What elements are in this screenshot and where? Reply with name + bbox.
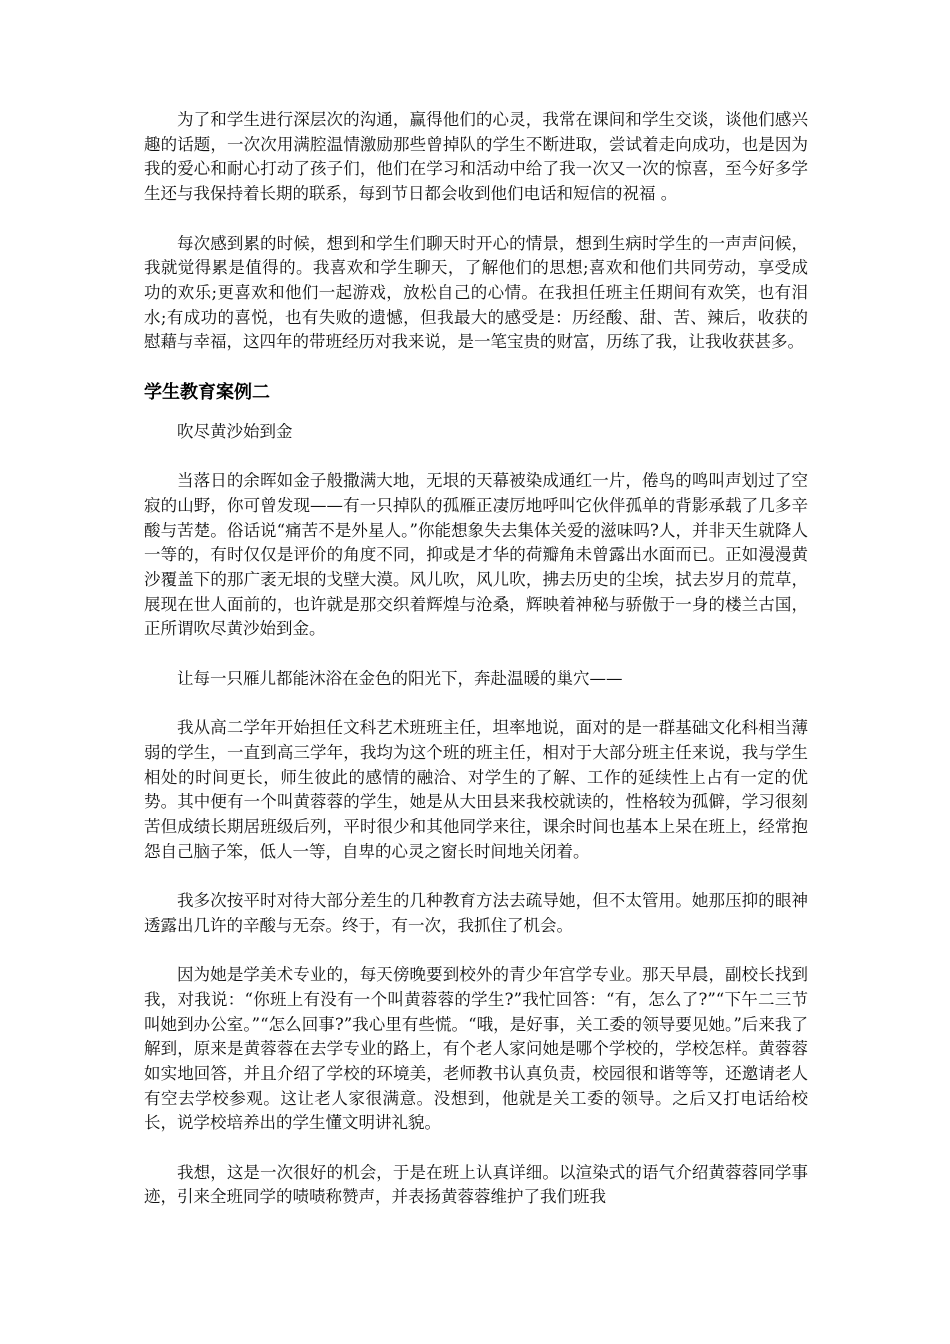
document-page [144, 108, 808, 1210]
body-paragraph: 每次感到累的时候，想到和学生们聊天时开心的情景，想到生病时学生的一声声问候，我就觉得累是值得的。我喜欢和学生聊天，了解他们的思想;喜欢和他们共同劳动，享受成功的欢乐;更喜欢和他们一起游戏，放松自己的心情。在我担任班主任期间有欢笑，也有泪水;有成功的喜悦，也有失败的遗憾，但我最大的感受是：历经酸、甜、苦、辣后，收获的慰藉与幸福，这四年的带班经历对我来说，是一笔宝贵的财富，历练了我，让我收获甚多。 [144, 233, 808, 352]
body-paragraph: 我想，这是一次很好的机会，于是在班上认真详细。以渲染式的语气介绍黄蓉蓉同学事迹，引来全班同学的啧啧称赞声，并表扬黄蓉蓉维护了我们班我 [144, 1162, 808, 1207]
body-paragraph: 让每一只雁儿都能沐浴在金色的阳光下，奔赴温暖的巢穴—— [177, 668, 623, 688]
subtitle-line: 吹尽黄沙始到金 [177, 421, 293, 441]
body-paragraph: 我从高二学年开始担任文科艺术班班主任，坦率地说，面对的是一群基础文化科相当薄弱的学生，一直到高三学年，我均为这个班的班主任，相对于大部分班主任来说，我与学生相处的时间更长，师生彼此的感情的融洽、对学生的了解、工作的延续性上占有一定的优势。其中便有一个叫黄蓉蓉的学生，她是从大田县来我校就读的，性格较为孤僻，学习很刻苦但成绩长期居班级后列，平时很少和其他同学来往，课余时间也基本上呆在班上，经常抱怨自己脑子笨，低人一等，自卑的心灵之窗长时间地关闭着。 [144, 718, 808, 861]
body-paragraph: 因为她是学美术专业的，每天傍晚要到校外的青少年宫学专业。那天早晨，副校长找到我，对我说：“你班上有没有一个叫黄蓉蓉的学生?”我忙回答：“有，怎么了?”“下午二三节叫她到办公室。”“怎么回事?”我心里有些慌。“哦，是好事，关工委的领导要见她。”后来我了解到，原来是黄蓉蓉在去学专业的路上，有个老人家问她是哪个学校的，学校怎样。黄蓉蓉如实地回答，并且介绍了学校的环境美，老师教书认真负责，校园很和谐等等，还邀请老人有空去学校参观。这让老人家很满意。没想到，他就是关工委的领导。之后又打电话给校长，说学校培养出的学生懂文明讲礼貌。 [144, 965, 808, 1133]
section-heading: 学生教育案例二 [144, 381, 270, 403]
body-paragraph: 当落日的余晖如金子般撒满大地，无垠的天幕被染成通红一片，倦鸟的鸣叫声划过了空寂的山野，你可曾发现——有一只掉队的孤雁正凄厉地呼叫它伙伴孤单的背影承载了几多辛酸与苦楚。俗话说“痛苦不是外星人。”你能想象失去集体关爱的滋味吗?人，并非天生就降人一等的，有时仅仅是评价的角度不同，抑或是才华的荷瓣角未曾露出水面而已。正如漫漫黄沙覆盖下的那广袤无垠的戈壁大漠。风儿吹，风儿吹，拂去历史的尘埃，拭去岁月的荒草，展现在世人面前的，也许就是那交织着辉煌与沧桑，辉映着神秘与骄傲于一身的楼兰古国，正所谓吹尽黄沙始到金。 [144, 471, 808, 639]
body-paragraph: 为了和学生进行深层次的沟通，赢得他们的心灵，我常在课间和学生交谈，谈他们感兴趣的话题，一次次用满腔温情激励那些曾掉队的学生不断进取，尝试着走向成功，也是因为我的爱心和耐心打动了孩子们，他们在学习和活动中给了我一次又一次的惊喜，至今好多学生还与我保持着长期的联系，每到节日都会收到他们电话和短信的祝福 。 [144, 110, 808, 204]
body-paragraph: 我多次按平时对待大部分差生的几种教育方法去疏导她，但不太管用。她那压抑的眼神透露出几许的辛酸与无奈。终于，有一次，我抓住了机会。 [144, 891, 808, 935]
